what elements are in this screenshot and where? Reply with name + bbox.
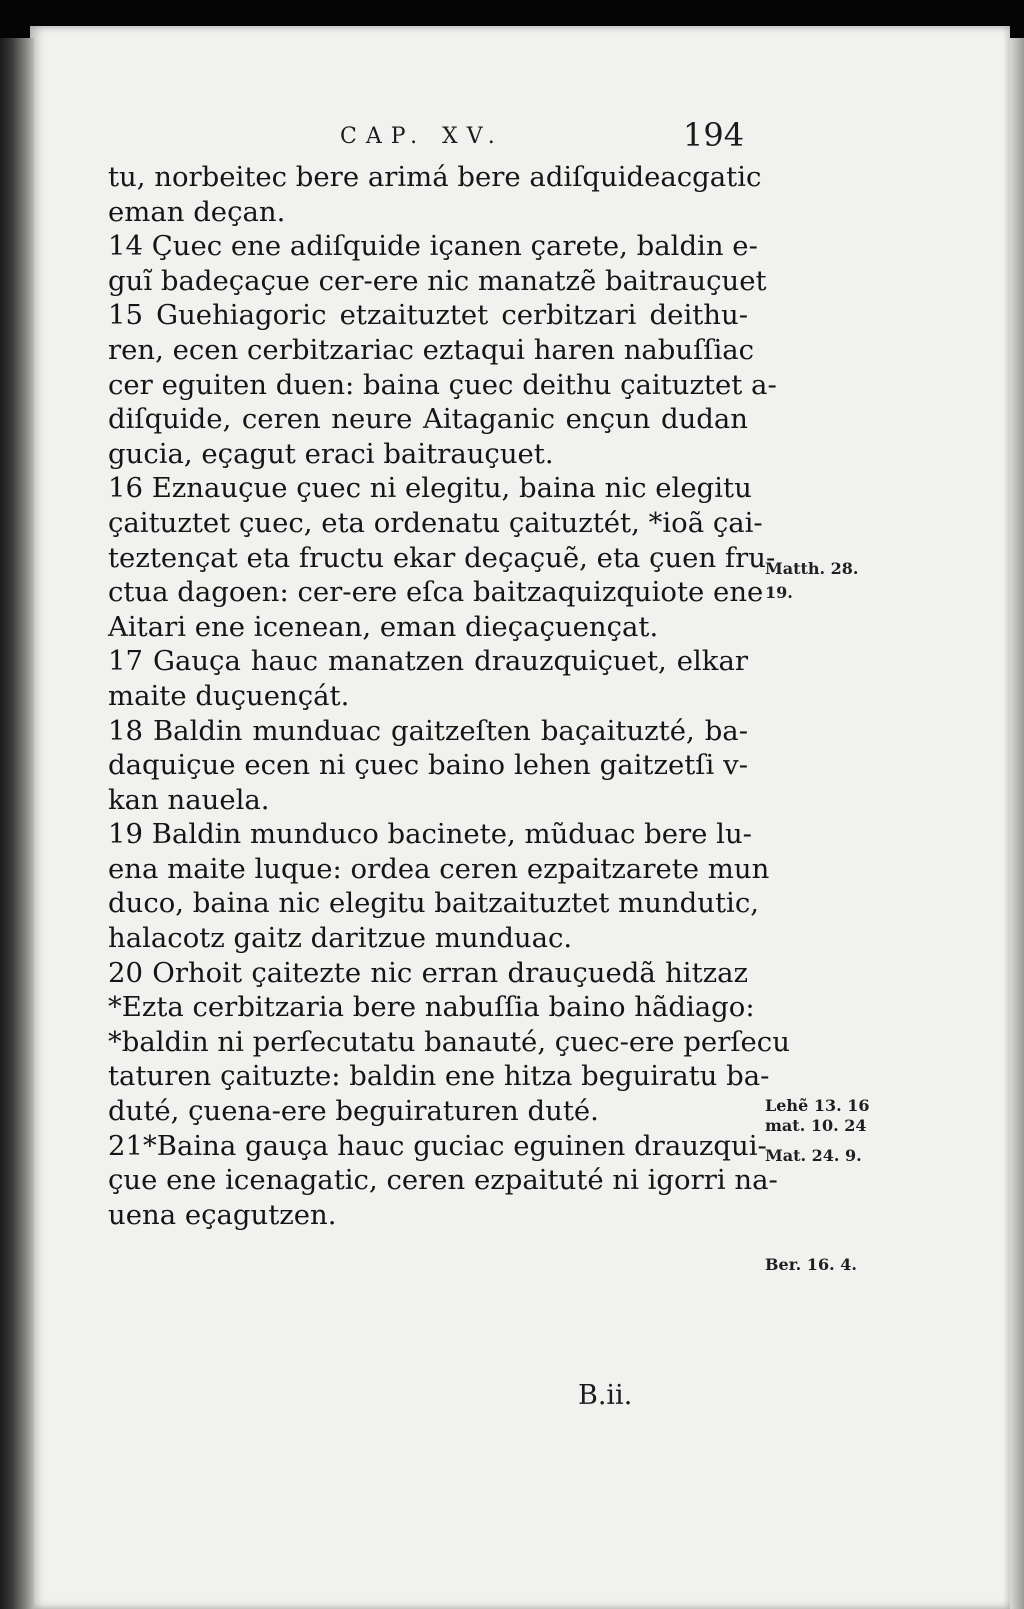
- text-line: 19 Baldin munduco bacinete, mũduac bere lu-: [108, 818, 752, 851]
- text-line: çaituztet çuec, eta ordenatu çaituztét, *ioã çai-: [108, 506, 763, 539]
- margin-note: mat. 10. 24: [765, 1116, 867, 1135]
- text-line: eman deçan.: [108, 195, 286, 228]
- text-line: guĩ badeçaçue cer-ere nic manatzẽ baitrauçuet: [108, 264, 767, 297]
- text-line: çue ene icenagatic, ceren ezpaituté ni igorri na-: [108, 1164, 778, 1197]
- margin-note: Matth. 28.: [765, 559, 859, 578]
- margin-note: Ber. 16. 4.: [765, 1255, 857, 1274]
- signature-mark: B.ii.: [578, 1380, 633, 1411]
- text-line: diſquide, ceren neure Aitaganic ençun dudan: [108, 403, 748, 436]
- text-line: *baldin ni perſecutatu banauté, çuec-ere perſecu: [108, 1025, 790, 1058]
- text-line: gucia, eçagut eraci baitrauçuet.: [108, 437, 554, 470]
- text-line: teztençat eta fructu ekar deçaçuẽ, eta çuen fru-: [108, 541, 776, 574]
- text-line: maite duçuençát.: [108, 679, 350, 712]
- text-line: tu, norbeitec bere arimá bere adiſquideacgatic: [108, 161, 762, 193]
- text-line: 17 Gauça hauc manatzen drauzquiçuet, elkar: [108, 645, 748, 678]
- text-line: 18 Baldin munduac gaitzeſten baçaituzté, ba-: [108, 714, 748, 747]
- text-line: kan nauela.: [108, 783, 270, 816]
- text-line: duco, baina nic elegitu baitzaituztet mundutic,: [108, 887, 759, 920]
- text-line: 16 Eznauçue çuec ni elegitu, baina nic elegitu: [108, 472, 752, 505]
- margin-note: Mat. 24. 9.: [765, 1146, 862, 1165]
- text-line: ren, ecen cerbitzariac eztaqui haren nabuſſiac: [108, 333, 755, 366]
- text-line: uena eçagutzen.: [108, 1198, 337, 1231]
- page-right-edge: [1010, 38, 1024, 1609]
- body-text: [108, 160, 790, 1232]
- page-number: 194: [683, 116, 745, 154]
- text-line: duté, çuena-ere beguiraturen duté.: [108, 1095, 599, 1128]
- text-line: 15 Guehiagoric etzaituztet cerbitzari deithu-: [108, 299, 748, 332]
- margin-note: 19.: [765, 583, 793, 602]
- text-line: *Ezta cerbitzaria bere nabuſſia baino hãdiago:: [108, 991, 755, 1024]
- text-line: 21*Baina gauça hauc guciac eguinen drauzqui-: [108, 1129, 767, 1162]
- text-line: halacotz gaitz daritzue munduac.: [108, 922, 573, 955]
- book-gutter: [0, 38, 34, 1609]
- running-head: [0, 116, 1024, 156]
- text-line: 20 Orhoit çaitezte nic erran drauçuedã hitzaz: [108, 956, 748, 989]
- chapter-heading: CAP. XV.: [340, 124, 504, 149]
- margin-note: Lehẽ 13. 16: [765, 1096, 870, 1115]
- text-line: ena maite luque: ordea ceren ezpaitzarete mun: [108, 852, 770, 885]
- text-line: 14 Çuec ene adiſquide içanen çarete, baldin e-: [108, 230, 758, 263]
- text-line: cer eguiten duen: baina çuec deithu çaituztet a-: [108, 368, 777, 401]
- text-line: taturen çaituzte: baldin ene hitza beguiratu ba-: [108, 1060, 770, 1093]
- text-line: daquiçue ecen ni çuec baino lehen gaitzetſi v-: [108, 749, 748, 782]
- text-line: ctua dagoen: cer-ere eſca baitzaquizquiote ene: [108, 576, 764, 609]
- text-line: Aitari ene icenean, eman dieçaçuençat.: [108, 610, 659, 643]
